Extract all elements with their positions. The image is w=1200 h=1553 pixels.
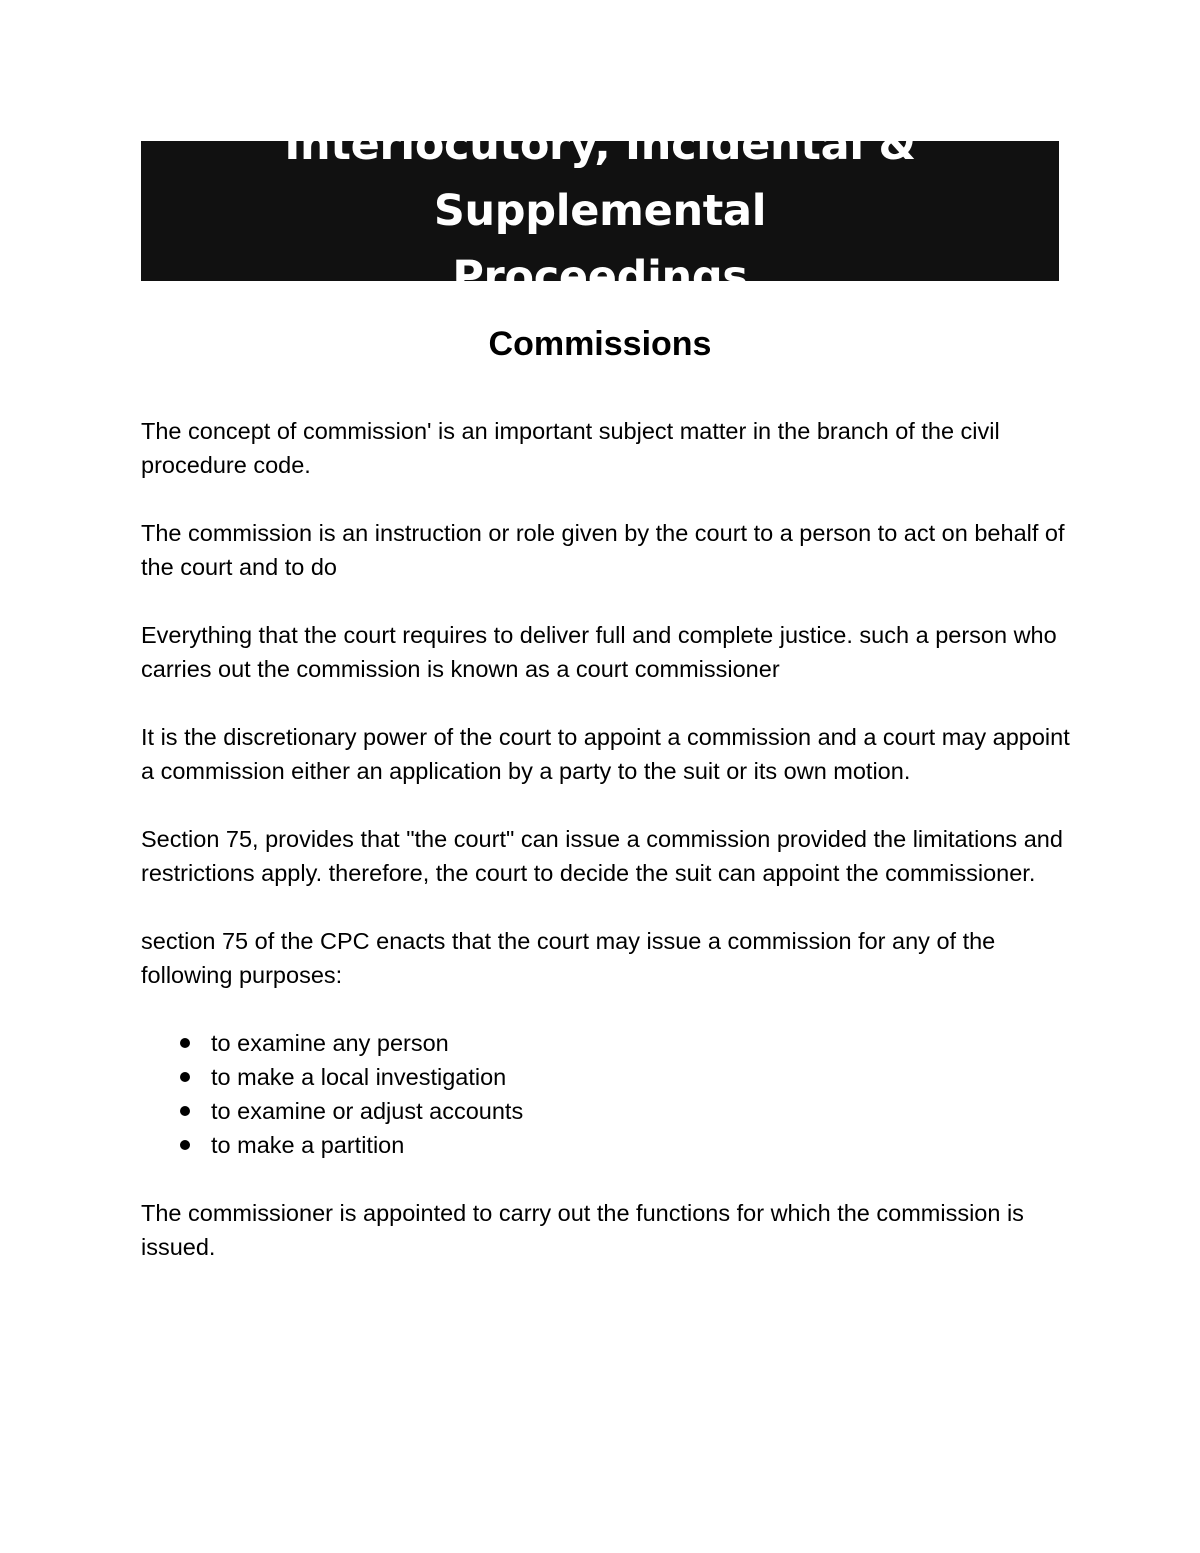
list-item-text: to examine or adjust accounts [211,1098,524,1124]
title-banner [141,120,1059,302]
bullet-icon [180,1072,190,1082]
bullet-icon [180,1038,190,1048]
bullet-icon [180,1106,190,1116]
title-line-1: Interlocutory, Incidental & Supplemental [284,120,916,236]
list-item [211,1094,1071,1128]
paragraph-2: The commission is an instruction or role given by the court to a person to act on behalf of the court and to do [141,520,1065,580]
closing-paragraph: The commissioner is appointed to carry out the functions for which the commission is issued. [141,1200,1024,1260]
paragraph-4: It is the discretionary power of the court to appoint a commission and a court may appoint a commission either an application by a party to the suit or its own motion. [141,724,1070,784]
purposes-list [141,1026,1071,1162]
list-item-text: to make a local investigation [211,1064,507,1090]
title-line-2: Proceedings [452,252,748,302]
paragraph-3: Everything that the court requires to deliver full and complete justice. such a person who carries out the commission is known as a court commissioner [141,622,1057,682]
list-item [211,1128,1071,1162]
list-item [211,1026,1071,1060]
section-heading: Commissions [488,325,712,363]
list-item-text: to examine any person [211,1030,449,1056]
paragraph-1: The concept of commission' is an important subject matter in the branch of the civil procedure code. [141,418,1000,478]
list-item-text: to make a partition [211,1132,405,1158]
list-item [211,1060,1071,1094]
bullet-icon [180,1140,190,1150]
paragraph-5: Section 75, provides that "the court" can issue a commission provided the limitations and restrictions apply. therefore, the court to decide the suit can appoint the commissioner. [141,826,1063,886]
body-text [141,414,1071,1298]
paragraph-6: section 75 of the CPC enacts that the court may issue a commission for any of the following purposes: [141,928,996,988]
